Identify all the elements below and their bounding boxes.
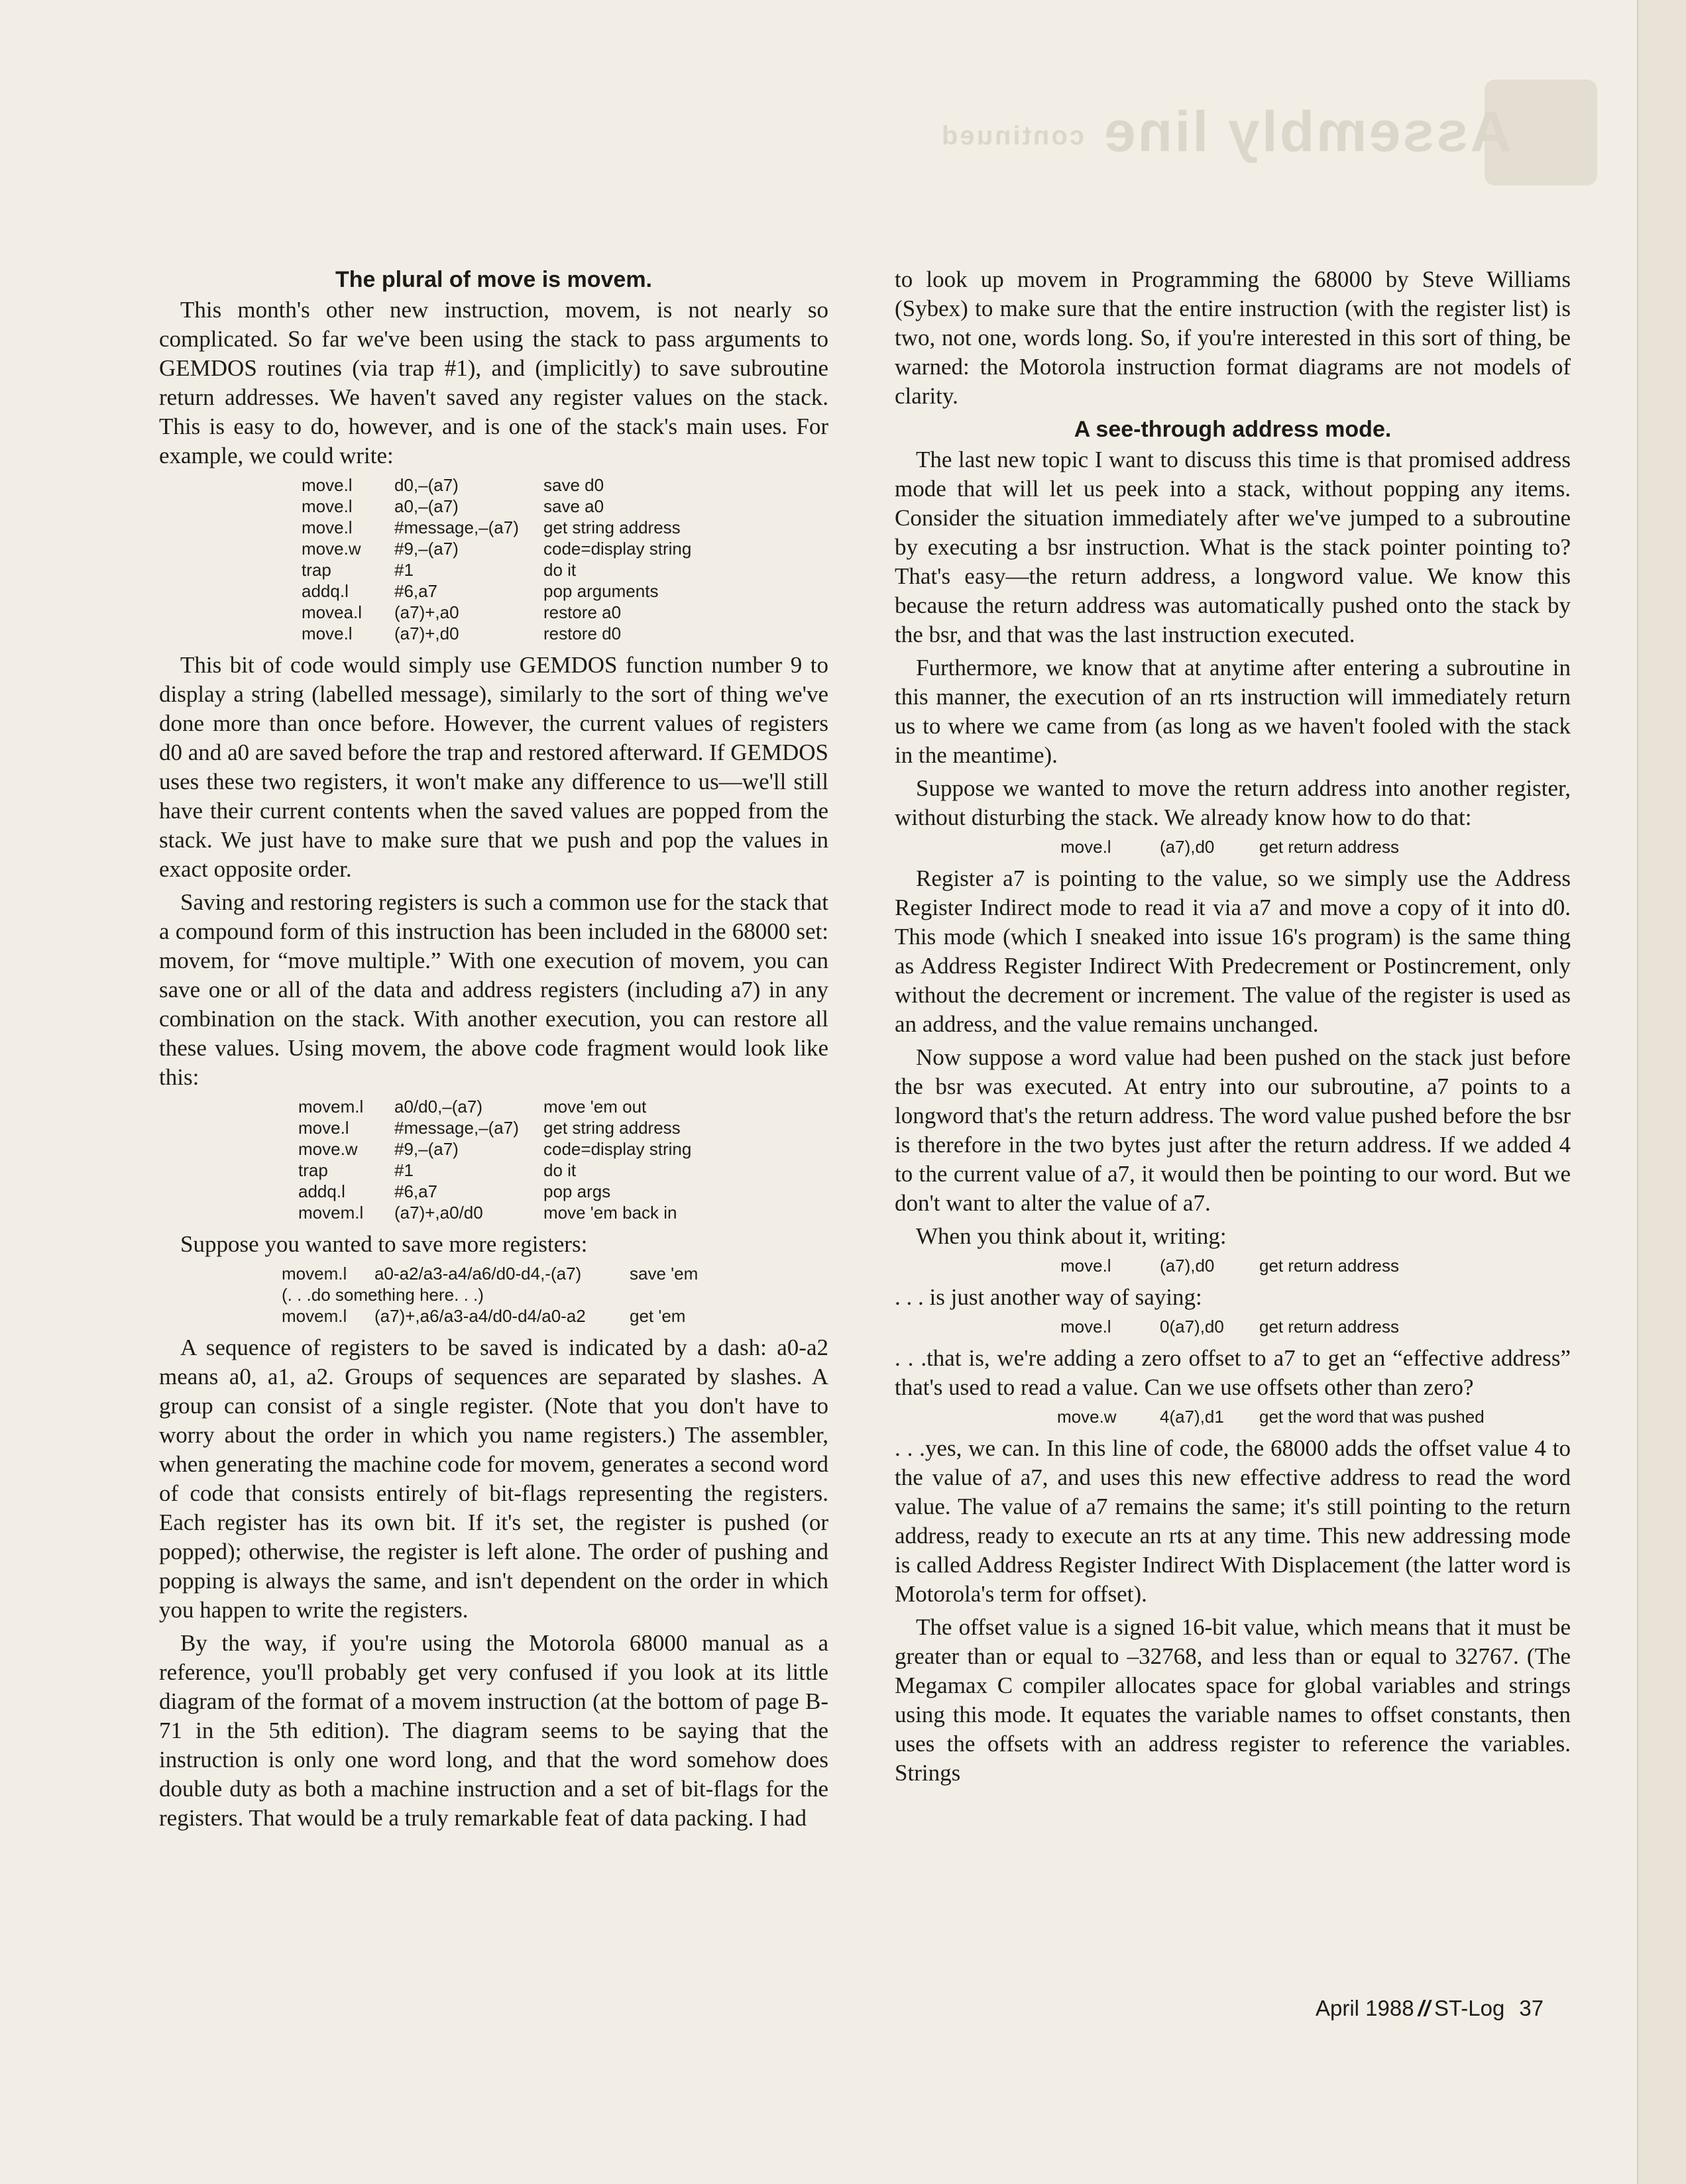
paragraph: Now suppose a word value had been pushed on the stack just before the bsr was executed. At entry into our subroutine, a7 points to a longword that's the return address. The word value pushed before the bsr is therefore in the two bytes just after the return address. If we added 4 to the current value of a7, it would then be pointing to our word. But we don't want to alter the value of a7. — [895, 1044, 1571, 1216]
code-operand: 0(a7),d0 — [1160, 1317, 1224, 1337]
code-row — [302, 559, 691, 580]
code-operand: #6,a7 — [394, 581, 438, 601]
paragraph-continued: to look up movem in Programming the 68000 by Steve Williams (Sybex) to make sure that the entire instruction (with the register list) is two, not one, words long. So, if you're interested in this sort of thing, be warned: the Motorola instruction format diagrams are not models of clarity. — [895, 266, 1571, 409]
code-row — [302, 496, 691, 517]
code-row — [298, 1160, 691, 1181]
code-operand: (a7)+,d0 — [394, 624, 459, 643]
paragraph: This month's other new instruction, movem, is not nearly so complicated. So far we've been using the stack to pass arguments to GEMDOS routines (via trap #1), and (implicitly) to save subroutine return addresses. We haven't saved any register values on the stack. This is easy to do, however, and is one of the stack's main uses. For example, we could write: — [159, 297, 828, 468]
code-instruction: movem.l — [298, 1203, 364, 1223]
code-instruction: addq.l — [298, 1181, 345, 1201]
right-column — [895, 265, 1571, 1792]
code-row — [302, 474, 691, 496]
code-comment: move 'em out — [543, 1097, 647, 1117]
page-footer — [1316, 1996, 1544, 2021]
code-comment: do it — [543, 1160, 577, 1180]
code-comment-line: (. . .do something here. . .) — [282, 1285, 484, 1305]
code-line-4 — [1057, 1406, 1485, 1427]
paragraph: When you think about it, writing: — [916, 1223, 1227, 1249]
paragraph: . . .that is, we're adding a zero offset to a7 to get an “effective address” that's used to read a value. Can we use offsets other than zero? — [895, 1345, 1571, 1400]
code-row — [298, 1181, 691, 1202]
code-comment: code=display string — [543, 539, 692, 559]
code-operand: #1 — [394, 560, 414, 580]
paragraph: By the way, if you're using the Motorola 68000 manual as a reference, you'll probably get very confused if you look at its little diagram of the format of a movem instruction (at the bottom of page B-71 in the 5th edition). The diagram seems to be saying that the instruction is only one word long, and that the word somehow does double duty as both a machine instruction and a set of bit-flags for the registers. That would be a truly remarkable feat of data packing. I had — [159, 1630, 828, 1831]
code-operand: (a7),d0 — [1160, 1256, 1215, 1276]
code-operand: (a7)+,a6/a3-a4/d0-d4/a0-a2 — [374, 1306, 586, 1326]
code-comment: pop args — [543, 1181, 611, 1201]
code-instruction: trap — [302, 560, 331, 580]
code-listing-2 — [298, 1096, 691, 1223]
code-operand: (a7),d0 — [1160, 837, 1215, 857]
code-row — [282, 1305, 698, 1327]
code-row — [1060, 1316, 1399, 1337]
paragraph: Suppose we wanted to move the return address into another register, without disturbing the stack. We already know how to do that: — [895, 775, 1571, 830]
code-comment: code=display string — [543, 1139, 692, 1159]
code-comment: get string address — [543, 1118, 681, 1138]
code-operand: #1 — [394, 1160, 414, 1180]
code-instruction: move.l — [302, 496, 353, 516]
code-row — [1060, 836, 1399, 857]
magazine-name: ST-Log — [1433, 1996, 1505, 2020]
code-row — [298, 1202, 691, 1223]
paragraph: Register a7 is pointing to the value, so we simply use the Address Register Indirect mode to read it via a7 and move a copy of it into d0. This mode (which I sneaked into issue 16's program) is the same thing as Address Register Indirect With Predecrement or Postincrement, only without the decrement or increment. The value of the register is used as an address, and the value remains unchanged. — [895, 865, 1571, 1037]
code-instruction: movem.l — [282, 1264, 347, 1283]
paragraph: The offset value is a signed 16-bit value, which means that it must be greater than or equal to –32768, and less than or equal to 32767. (The Megamax C compiler allocates space for global variables and strings using this mode. It equates the variable names to offset constants, then uses the offsets with an address register to reference the variables. Strings — [895, 1614, 1571, 1786]
code-instruction: addq.l — [302, 581, 349, 601]
code-operand: #message,–(a7) — [394, 518, 519, 537]
code-instruction: move.l — [1060, 837, 1111, 857]
code-row — [302, 538, 691, 559]
code-operand: a0,–(a7) — [394, 496, 459, 516]
bleed-through-title-sub: continued — [940, 121, 1085, 150]
code-operand: 4(a7),d1 — [1160, 1407, 1224, 1427]
code-comment: save d0 — [543, 475, 604, 495]
code-row — [302, 623, 691, 644]
bleed-through-title — [928, 99, 1511, 165]
bleed-through-title-main: Assembly line — [1102, 100, 1512, 164]
code-instruction: move.l — [302, 475, 353, 495]
paragraph: Suppose you wanted to save more registers: — [180, 1231, 588, 1257]
code-comment: get 'em — [630, 1306, 686, 1326]
code-comment: get string address — [543, 518, 681, 537]
code-line-3 — [1060, 1316, 1399, 1337]
code-instruction: move.l — [298, 1118, 349, 1138]
section-heading-address-mode: A see-through address mode. — [1074, 417, 1392, 442]
code-instruction: move.l — [302, 624, 353, 643]
code-row — [282, 1263, 698, 1284]
code-row — [1057, 1406, 1485, 1427]
code-instruction: movem.l — [282, 1306, 347, 1326]
code-comment: restore a0 — [543, 602, 622, 622]
code-row — [302, 517, 691, 538]
code-row — [1060, 1255, 1399, 1276]
code-operand: (a7)+,a0/d0 — [394, 1203, 483, 1223]
paragraph: A sequence of registers to be saved is indicated by a dash: a0-a2 means a0, a1, a2. Groups of sequences are separated by slashes. A group can consist of a single register. (Note that you don't have to worry about the order in which you name registers.) The assembler, when generating the machine code for movem, generates a second word of code that consists entirely of bit-flags representing the registers. Each register has its own bit. If it's set, the register is pushed (or popped); otherwise, the register is left alone. The order of pushing and popping is always the same, and isn't dependent on the order in which you happen to write the registers. — [159, 1335, 828, 1623]
code-listing-3 — [282, 1263, 698, 1327]
code-comment: move 'em back in — [543, 1203, 677, 1223]
code-instruction: move.l — [1060, 1317, 1111, 1337]
code-comment: restore d0 — [543, 624, 622, 643]
footer-slash-mark: // — [1418, 1996, 1430, 2020]
code-comment: pop arguments — [543, 581, 659, 601]
code-instruction: move.w — [1057, 1407, 1117, 1427]
code-operand: d0,–(a7) — [394, 475, 459, 495]
code-operand: #9,–(a7) — [394, 539, 459, 559]
code-operand: #6,a7 — [394, 1181, 438, 1201]
paragraph: The last new topic I want to discuss this time is that promised address mode that will let us peek into a stack, without popping any items. Consider the situation immediately after we've jumped to a subroutine by executing a bsr instruction. What is the stack pointer pointing to? That's easy—the return address, a longword value. We know this because the return address was automatically pushed onto the stack by the bsr, and that was the last instruction executed. — [895, 447, 1571, 647]
code-instruction: trap — [298, 1160, 328, 1180]
code-row — [298, 1138, 691, 1160]
code-operand: #9,–(a7) — [394, 1139, 459, 1159]
code-comment: save a0 — [543, 496, 604, 516]
code-instruction: movea.l — [302, 602, 363, 622]
code-row — [302, 602, 691, 623]
code-row — [298, 1096, 691, 1117]
code-line-1 — [1060, 836, 1399, 857]
issue-date: April 1988 — [1316, 1996, 1414, 2020]
paragraph: . . .yes, we can. In this line of code, the 68000 adds the offset value 4 to the value of a7, and uses this new effective address to read the word value. The value of a7 remains the same; it's still pointing to the return address, ready to execute an rts at any time. This new addressing mode is called Address Register Indirect With Displacement (the latter word is Motorola's term for offset). — [895, 1435, 1571, 1607]
paragraph: . . . is just another way of saying: — [895, 1284, 1202, 1310]
paragraph: This bit of code would simply use GEMDOS function number 9 to display a string (labelled message), similarly to the sort of thing we've done more than once before. However, the current values of registers d0 and a0 are saved before the trap and restored afterward. If GEMDOS uses these two registers, it won't make any difference to us—we'll still have their current contents when the saved values are popped from the stack. We just have to make sure that we push and pop the values in exact opposite order. — [159, 652, 828, 882]
code-operand: a0/d0,–(a7) — [394, 1097, 482, 1117]
code-comment: save 'em — [630, 1264, 699, 1283]
page-edge-strip — [1637, 0, 1686, 2184]
page-number: 37 — [1519, 1996, 1544, 2020]
code-instruction: move.w — [302, 539, 361, 559]
code-listing-1 — [302, 474, 691, 644]
code-operand: a0-a2/a3-a4/a6/d0-d4,-(a7) — [374, 1264, 582, 1283]
code-row — [298, 1117, 691, 1138]
code-comment: get return address — [1259, 837, 1400, 857]
code-line-2 — [1060, 1255, 1399, 1276]
code-instruction: movem.l — [298, 1097, 364, 1117]
code-instruction: move.l — [302, 518, 353, 537]
code-comment: get return address — [1259, 1256, 1400, 1276]
paragraph: Furthermore, we know that at anytime after entering a subroutine in this manner, the execution of an rts instruction will immediately return us to where we came from (as long as we haven't fooled with the stack in the meantime). — [895, 655, 1571, 768]
code-comment: get the word that was pushed — [1259, 1407, 1485, 1427]
code-operand: #message,–(a7) — [394, 1118, 519, 1138]
code-comment: get return address — [1259, 1317, 1400, 1337]
code-row — [302, 580, 691, 602]
code-operand: (a7)+,a0 — [394, 602, 459, 622]
code-instruction: move.w — [298, 1139, 358, 1159]
section-heading-movem: The plural of move is movem. — [335, 267, 652, 292]
code-instruction: move.l — [1060, 1256, 1111, 1276]
paragraph: Saving and restoring registers is such a common use for the stack that a compound form of this instruction has been included in the 68000 set: movem, for “move multiple.” With one execution of movem, you can save one or all of the data and address registers (including a7) in any combination on the stack. With another execution, you can restore all these values. Using movem, the above code fragment would look like this: — [159, 889, 828, 1090]
code-comment: do it — [543, 560, 577, 580]
left-column — [159, 265, 828, 1837]
code-row — [282, 1284, 698, 1305]
